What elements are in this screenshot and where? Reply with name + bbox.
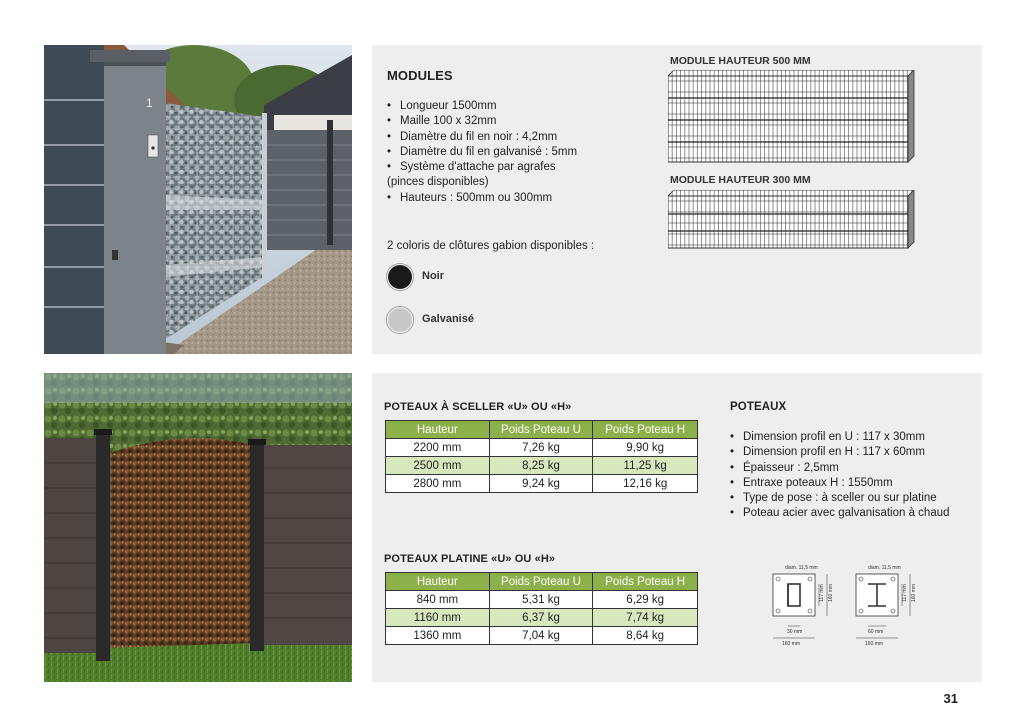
drawing-h-h2: 160 mm <box>911 583 917 602</box>
table-cell: 11,25 kg <box>593 457 698 475</box>
table-cell: 7,74 kg <box>593 609 698 627</box>
poteaux-bullet: • Poteau acier avec galvanisation à chaud <box>730 506 950 521</box>
modules-bullet: • Diamètre du fil en galvanisé : 5mm <box>387 145 577 160</box>
table-cell: 1160 mm <box>386 609 490 627</box>
table-header: Hauteur <box>386 421 490 439</box>
table-cell: 9,24 kg <box>489 475 593 493</box>
table-cell: 5,31 kg <box>489 591 593 609</box>
table-cell: 6,29 kg <box>593 591 698 609</box>
modules-bullet: • Diamètre du fil en noir : 4,2mm <box>387 130 577 145</box>
table-cell: 840 mm <box>386 591 490 609</box>
poteaux-bullet-list <box>730 430 950 522</box>
poteaux-bullet: • Dimension profil en H : 117 x 60mm <box>730 445 950 460</box>
plate-drawing-u <box>765 558 845 650</box>
poteaux-platine-title: POTEAUX PLATINE «U» OU «H» <box>384 553 556 565</box>
poteaux-bullet: • Dimension profil en U : 117 x 30mm <box>730 430 950 445</box>
poteaux-sceller-table <box>385 420 698 493</box>
table-header: Poids Poteau U <box>489 573 593 591</box>
poteaux-bullet: • Épaisseur : 2,5mm <box>730 461 950 476</box>
table-cell: 6,37 kg <box>489 609 593 627</box>
modules-bullet-continuation: (pinces disponibles) <box>387 176 489 188</box>
table-cell: 1360 mm <box>386 627 490 645</box>
drawing-u-diam: diam. 11,5 mm <box>785 565 818 571</box>
modules-bullet: • Maille 100 x 32mm <box>387 114 577 129</box>
color-swatch-galvanise <box>387 307 413 333</box>
table-cell: 2800 mm <box>386 475 490 493</box>
table-row <box>386 609 698 627</box>
modules-bullet: • Longueur 1500mm <box>387 99 577 114</box>
photo-gabion-fence-pillar <box>44 45 352 354</box>
module-500-drawing <box>668 70 916 164</box>
drawing-h-diam: diam. 11,5 mm <box>868 565 901 571</box>
table-header: Poids Poteau U <box>489 421 593 439</box>
table-cell: 7,26 kg <box>489 439 593 457</box>
table-row <box>386 439 698 457</box>
modules-title: MODULES <box>387 68 453 83</box>
photo-gabion-fence-garden <box>44 373 352 682</box>
modules-bullet: • Hauteurs : 500mm ou 300mm <box>387 191 552 206</box>
drawing-u-h1: 117 mm <box>819 584 825 602</box>
drawing-u-w2: 160 mm <box>782 641 801 647</box>
poteaux-title: POTEAUX <box>730 401 787 413</box>
module-300-drawing <box>668 190 916 250</box>
module-500-label: MODULE HAUTEUR 500 MM <box>670 55 811 67</box>
modules-bullet-list <box>387 99 577 175</box>
page-number: 31 <box>943 691 958 706</box>
table-cell: 7,04 kg <box>489 627 593 645</box>
module-300-label: MODULE HAUTEUR 300 MM <box>670 174 811 186</box>
modules-bullet-list-last <box>387 191 552 206</box>
poteaux-platine-table <box>385 572 698 645</box>
table-cell: 12,16 kg <box>593 475 698 493</box>
table-header: Hauteur <box>386 573 490 591</box>
drawing-h-h1: 117 mm <box>902 584 908 602</box>
table-cell: 2500 mm <box>386 457 490 475</box>
colors-intro: 2 coloris de clôtures gabion disponibles : <box>387 240 595 252</box>
plate-drawing-h <box>848 558 928 650</box>
table-header: Poids Poteau H <box>593 421 698 439</box>
table-cell: 9,90 kg <box>593 439 698 457</box>
table-cell: 8,64 kg <box>593 627 698 645</box>
table-header: Poids Poteau H <box>593 573 698 591</box>
table-row <box>386 627 698 645</box>
table-row <box>386 475 698 493</box>
table-row <box>386 591 698 609</box>
poteaux-bullet: • Type de pose : à sceller ou sur platine <box>730 491 950 506</box>
drawing-h-w2: 160 mm <box>865 641 884 647</box>
color-label-galvanise: Galvanisé <box>422 313 474 325</box>
table-cell: 8,25 kg <box>489 457 593 475</box>
pillar-house-number: 1 <box>146 96 153 110</box>
table-cell: 2200 mm <box>386 439 490 457</box>
poteaux-bullet: • Entraxe poteaux H : 1550mm <box>730 476 950 491</box>
modules-bullet: • Système d'attache par agrafes <box>387 160 577 175</box>
poteaux-sceller-title: POTEAUX À SCELLER «U» OU «H» <box>384 401 572 413</box>
drawing-h-w1: 60 mm <box>868 629 884 635</box>
drawing-u-h2: 160 mm <box>828 583 834 602</box>
table-row <box>386 457 698 475</box>
color-swatch-noir <box>387 264 413 290</box>
color-label-noir: Noir <box>422 270 444 282</box>
drawing-u-w1: 30 mm <box>787 629 803 635</box>
